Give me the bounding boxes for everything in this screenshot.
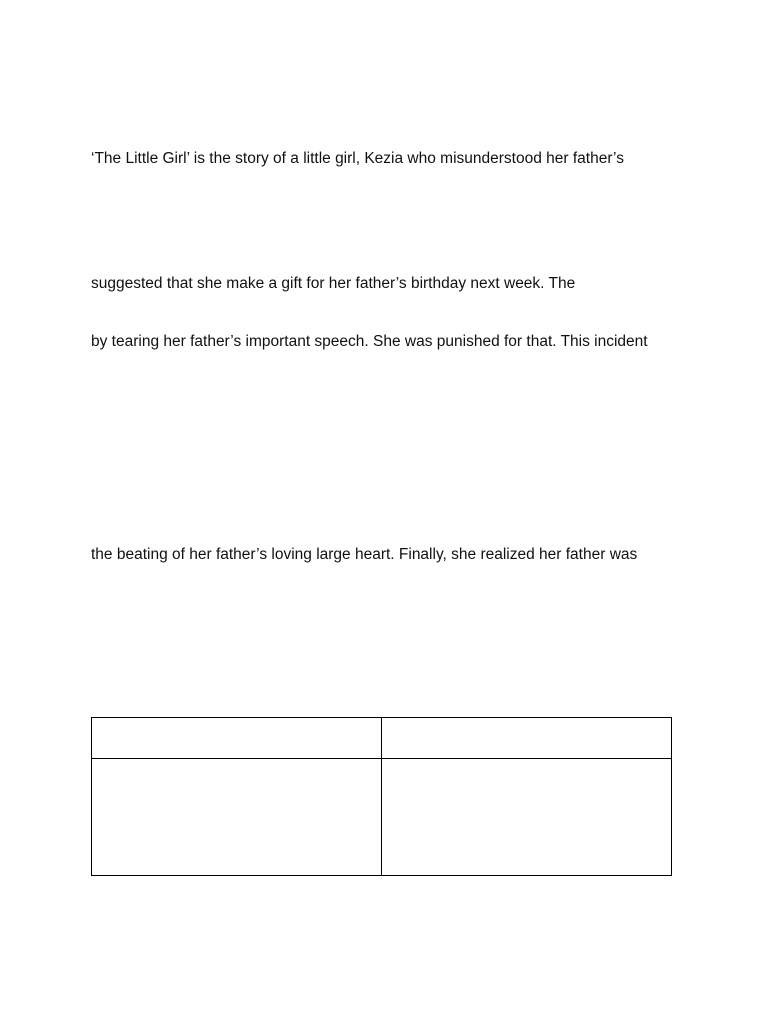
empty-table bbox=[91, 717, 672, 876]
table-cell bbox=[92, 759, 382, 876]
table-row bbox=[92, 718, 672, 759]
text-line: the beating of her father’s loving large heart. Finally, she realized her father was bbox=[91, 546, 638, 563]
text-line: suggested that she make a gift for her father’s birthday next week. The bbox=[91, 275, 576, 292]
table-cell bbox=[382, 759, 672, 876]
text-line: ‘The Little Girl’ is the story of a little girl, Kezia who misunderstood her father’s bbox=[91, 150, 624, 167]
table-cell bbox=[92, 718, 382, 759]
table-row bbox=[92, 759, 672, 876]
text-line: by tearing her father’s important speech. She was punished for that. This incident bbox=[91, 333, 648, 350]
table-cell bbox=[382, 718, 672, 759]
